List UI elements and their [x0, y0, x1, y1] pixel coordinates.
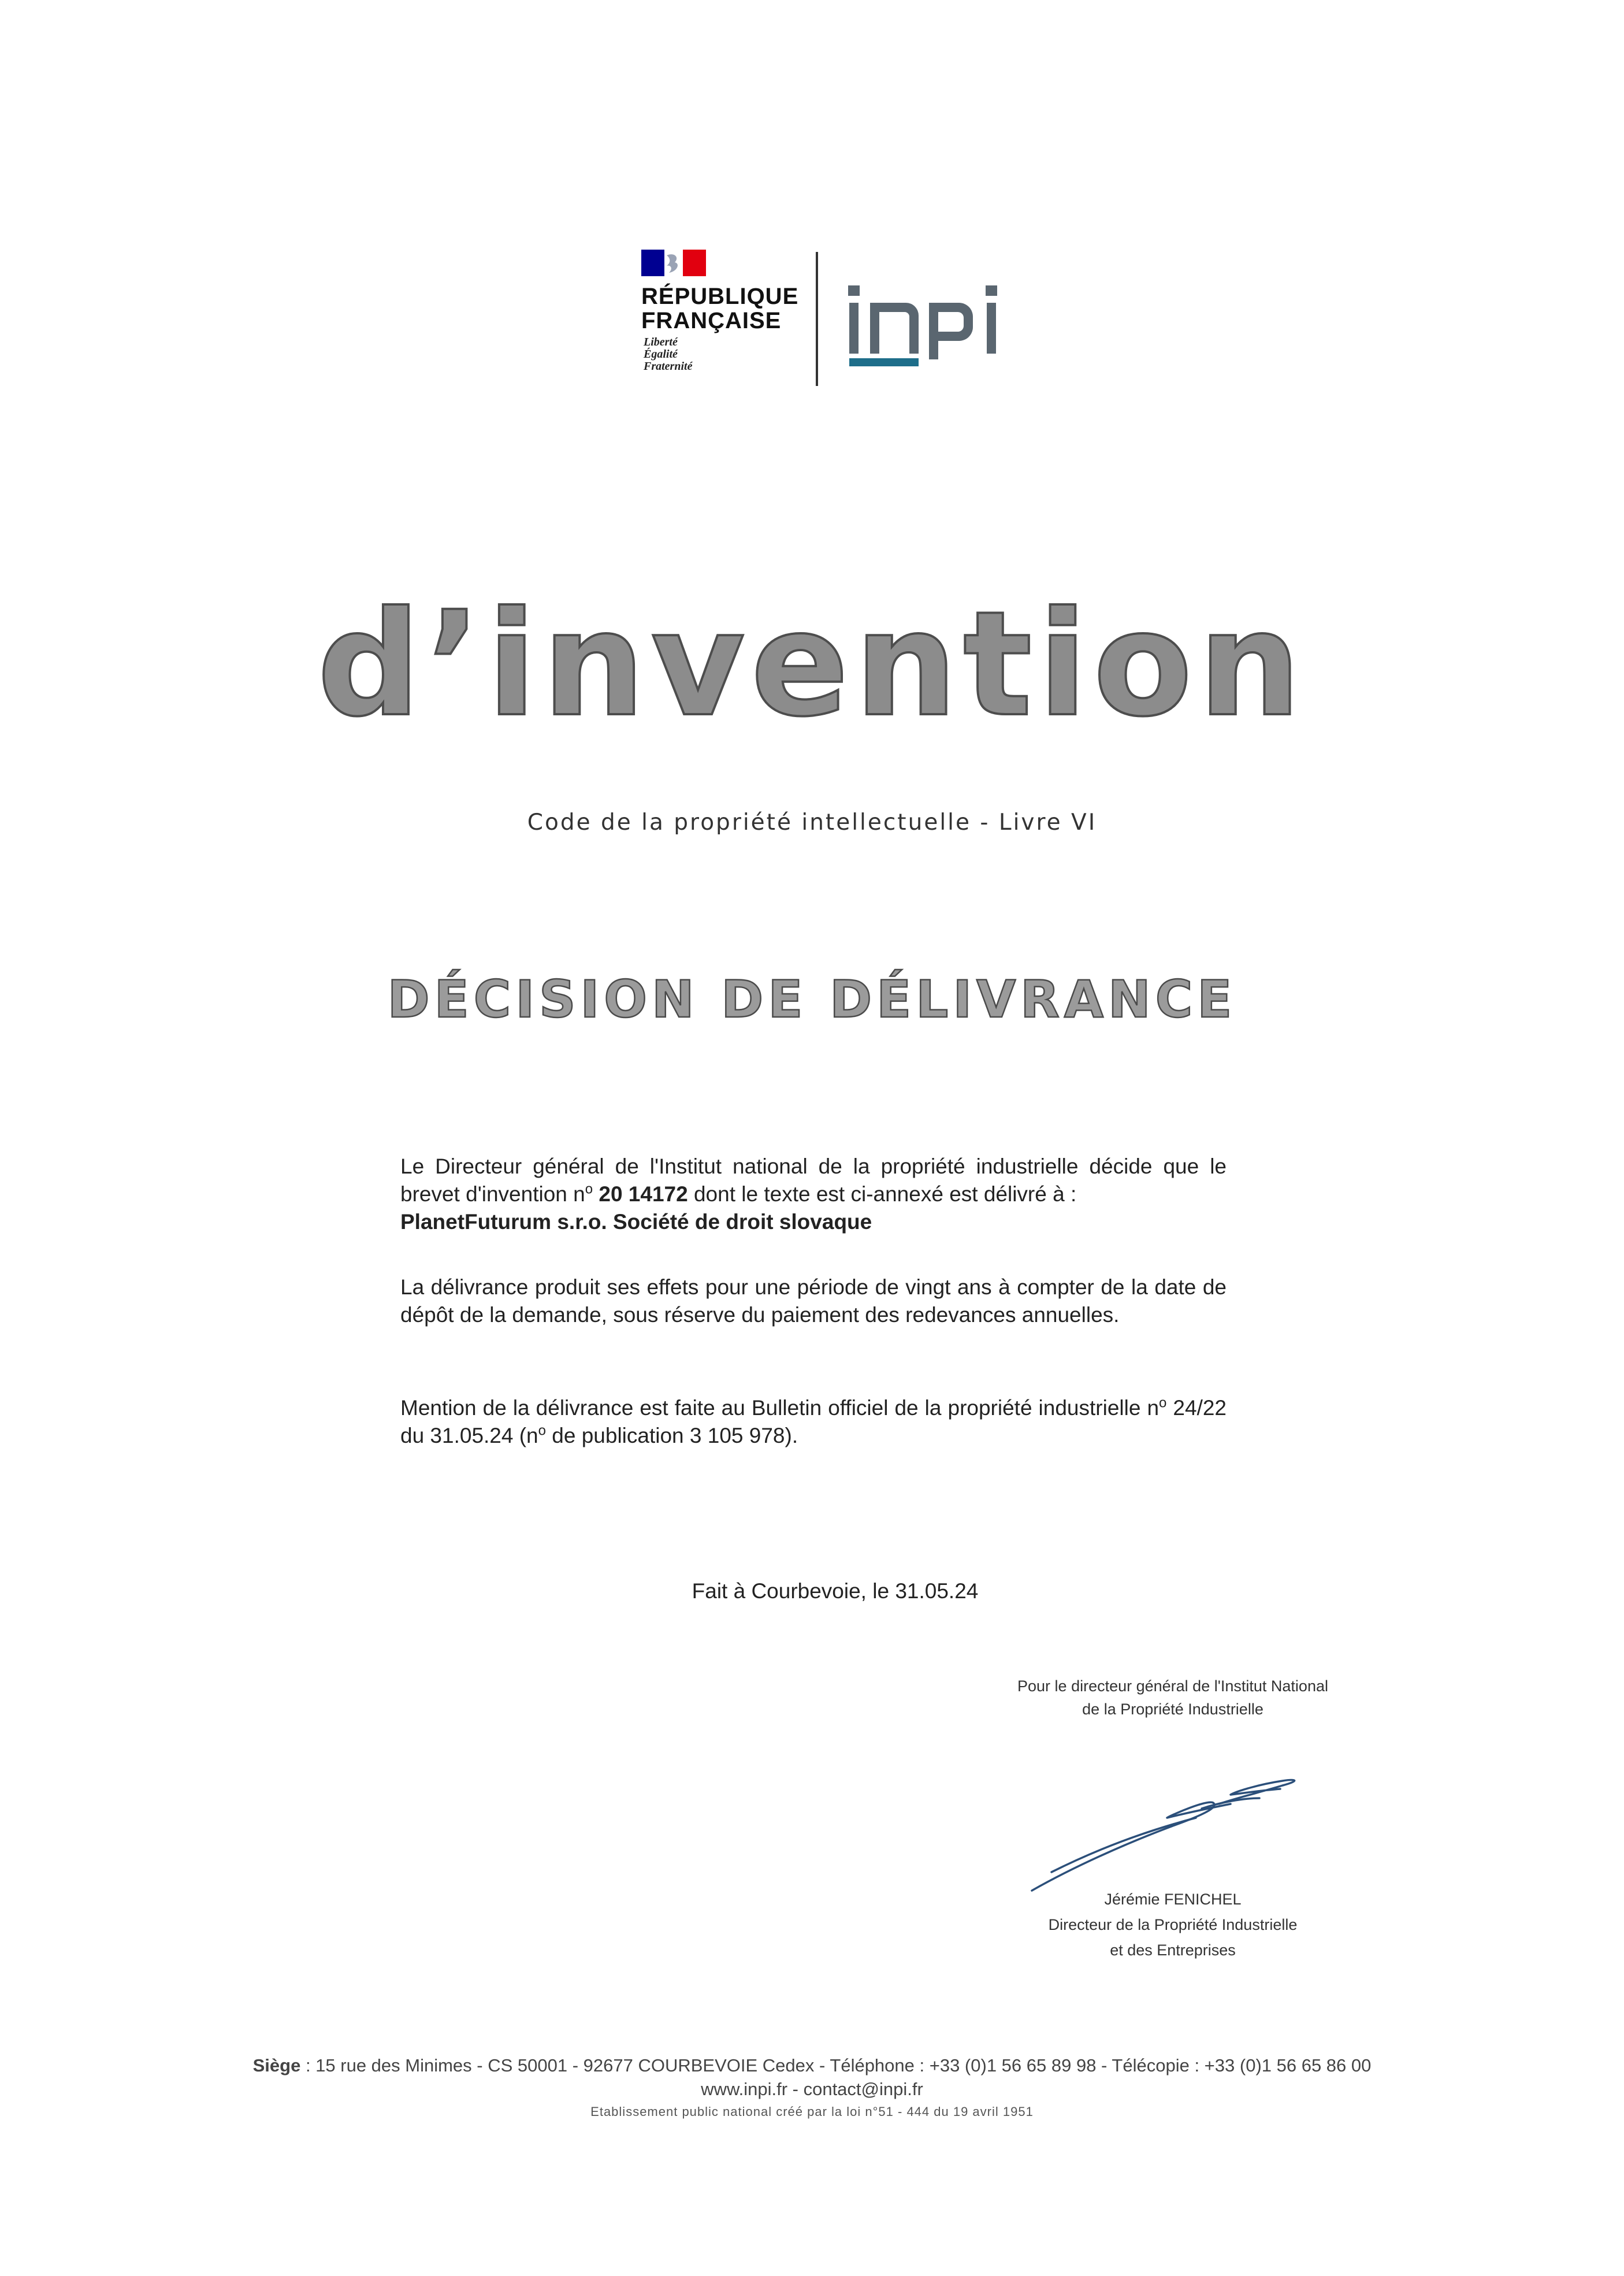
publication-paragraph — [400, 1394, 1227, 1450]
republique-francaise-name — [641, 284, 798, 333]
p3-number-sign-1: o — [1159, 1395, 1167, 1411]
code-reference: Code de la propriété intellectuelle - Livre VI — [527, 810, 1097, 836]
signature-caption — [982, 1674, 1363, 1721]
signer-title-line1: Directeur de la Propriété Industrielle — [1048, 1916, 1298, 1933]
marianne-flag-icon — [641, 250, 706, 276]
patent-holder: PlanetFuturum s.r.o. Société de droit slovaque — [400, 1210, 872, 1234]
logo-divider — [816, 252, 818, 386]
footer-address-label: Siège — [252, 2055, 301, 2075]
handwritten-signature — [1028, 1762, 1300, 1895]
motto-egalite: Égalité — [644, 348, 678, 361]
place-and-date: Fait à Courbevoie, le 31.05.24 — [692, 1579, 979, 1603]
decision-heading: DÉCISION DE DÉLIVRANCE — [387, 970, 1237, 1029]
p3-bulletin-ref: 24/22 du 31.05.24 (n — [400, 1396, 1227, 1447]
patent-number: 20 14172 — [599, 1182, 688, 1206]
inpi-logo-icon — [838, 267, 1011, 371]
rf-name-line1: RÉPUBLIQUE — [641, 284, 799, 309]
footer-legal: Etablissement public national créé par la loi n°51 - 444 du 19 avril 1951 — [590, 2104, 1034, 2119]
footer-web: www.inpi.fr - contact@inpi.fr — [701, 2079, 923, 2099]
footer-address — [0, 2054, 1624, 2077]
signer-block — [982, 1887, 1363, 1963]
decision-paragraph — [400, 1153, 1227, 1236]
footer-address-text: : 15 rue des Minimes - CS 50001 - 92677 COURBEVOIE Cedex - Téléphone : +33 (0)1 56 65 89 98 - Télécopie : +33 (0)1 56 65 86 00 — [300, 2055, 1372, 2075]
p3-text-start: Mention de la délivrance est faite au Bulletin officiel de la propriété industrielle n — [400, 1396, 1160, 1420]
p1-text-end: dont le texte est ci-annexé est délivré à : — [693, 1182, 1077, 1206]
republique-motto — [644, 336, 692, 373]
document-title: d’invention — [317, 580, 1307, 748]
rf-name-line2: FRANÇAISE — [641, 308, 782, 333]
p1-number-sign: o — [585, 1181, 593, 1197]
p3-publication-number: de publication 3 105 978). — [546, 1424, 798, 1447]
signer-name: Jérémie FENICHEL — [1104, 1891, 1242, 1908]
caption-line2: de la Propriété Industrielle — [1082, 1700, 1263, 1718]
p3-number-sign-2: o — [538, 1423, 546, 1439]
signer-title-line2: et des Entreprises — [1110, 1941, 1236, 1959]
motto-fraternite: Fraternité — [644, 360, 693, 373]
caption-line1: Pour le directeur général de l'Institut National — [1017, 1677, 1328, 1695]
motto-liberte: Liberté — [644, 336, 678, 348]
duration-paragraph: La délivrance produit ses effets pour une période de vingt ans à compter de la date de dépôt de la demande, sous réserve du paiement des redevances annuelles. — [400, 1275, 1227, 1327]
p1-text-start: Le Directeur général de l'Institut national de la propriété industrielle décide que le brevet d'invention n — [400, 1154, 1227, 1206]
